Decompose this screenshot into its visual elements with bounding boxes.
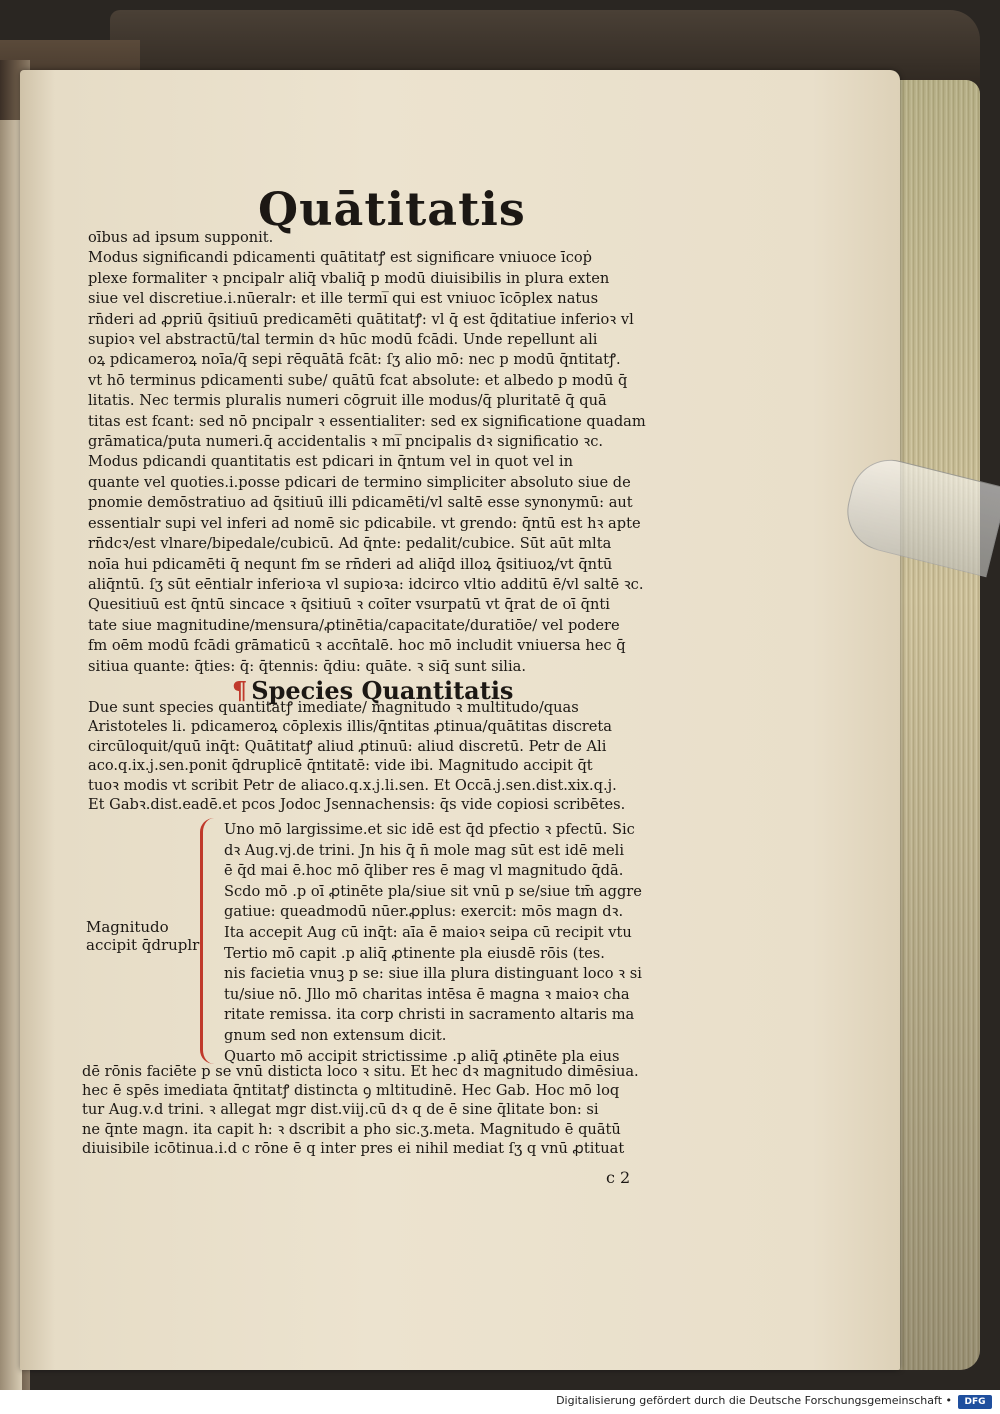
text-line: dē rōnis faciēte p se vnū disticta loco ꝛ situ. Et hec dꝛ magnitudo dimēsiua. [82, 1063, 639, 1080]
footer-credit: Digitalisierung gefördert durch die Deutsche Forschungsgemeinschaft • [556, 1394, 952, 1407]
text-line: fm oēm modū fcādi grāmaticū ꝛ accn̄talē. hoc mō includit vniuersa hec q̄ [88, 637, 626, 655]
text-line: Quarto mō accipit strictissime .p aliq̄ ꝓtinēte pla eius [224, 1047, 620, 1065]
text-line: ritate remissa. ita corp christi in sacramento altaris ma [224, 1006, 635, 1024]
text-line: ē q̄d mai ē.hoc mō q̄liber res ē mag vl magnitudo q̄dā. [224, 862, 624, 880]
red-bracket [200, 818, 217, 1064]
text-line: sitiua quante: q̄ties: q̄: q̄tennis: q̄diu: quāte. ꝛ siq̄ sunt silia. [88, 657, 526, 675]
text-line: rn̄deri ad ꝓpriū q̄sitiuū predicamēti quātitatꝭ: vl q̄ est q̄ditatiue inferioꝛ vl [88, 310, 634, 328]
text-line: ne q̄nte magn. ita capit h: ꝛ dscribit a pho sic.ʒ.meta. Magnitudo ē quātū [82, 1120, 621, 1138]
text-line: Quesitiuū est q̄ntū sincace ꝛ q̄sitiuū ꝛ coīter vsurpatū vt q̄rat de oī q̄nti [88, 596, 610, 614]
text-line: aco.q.ix.j.sen.ponit q̄druplicē q̄ntitatē: vide ibi. Magnitudo accipit q̄t [88, 757, 593, 775]
text-line: vt hō terminus pdicamenti sube/ quātū fcat absolute: et albedo p modū q̄ [88, 371, 628, 389]
text-block-bottom [82, 1062, 692, 1158]
text-line: grāmatica/puta numeri.q̄ accidentalis ꝛ mi̅ pncipalis dꝛ significatio ꝛc. [88, 433, 604, 451]
text-line: Modus significandi pdicamenti quātitatꝭ est significare vniuoce īcoṗ [88, 249, 593, 267]
paragraph-mark-icon: ¶ [232, 676, 248, 705]
text-line: aliq̄ntū. ſʒ sūt eēntialr inferioꝛa vl supioꝛa: idcirco vltio additū ē/vl saltē ꝛc. [88, 575, 644, 593]
side-label [86, 918, 199, 954]
text-line: hec ē spēs imediata q̄ntitatꝭ distincta ꝯ mltitudinē. Hec Gab. Hoc mō loq [82, 1082, 620, 1100]
text-line: Uno mō largissime.et sic idē est q̄d pfectio ꝛ pfectū. Sic [224, 821, 635, 838]
text-line: gatiue: queadmodū nūer.ꝓplus: exercit: mōs magn dꝛ. [224, 903, 624, 921]
side-label-line: Magnitudo [86, 918, 169, 936]
text-line: essentialr supi vel inferi ad nomē sic pdicabile. vt grendo: q̄ntū est hꝛ apte [88, 514, 641, 532]
text-line: Modus pdicandi quantitatis est pdicari in q̄ntum vel in quot vel in [88, 453, 573, 471]
text-line: Ita accepit Aug cū inq̄t: aīa ē maioꝛ seipa cū recipit vtu [224, 923, 632, 941]
page-heading: Quātitatis [258, 182, 526, 236]
text-line: Scdo mō .p oī ꝓtinēte pla/siue sit vnū p se/siue tm̄ aggre [224, 882, 642, 900]
text-line: tur Aug.v.d trini. ꝛ allegat mgr dist.viij.cū dꝛ q de ē sine q̄litate bon: si [82, 1101, 599, 1119]
text-line: plexe formaliter ꝛ pncipalr aliq̄ vbaliq̄ p modū diuisibilis in plura exten [88, 269, 610, 287]
text-line: litatis. Nec termis pluralis numeri cōgruit ille modus/q̄ pluritatē q̄ quā [88, 392, 607, 410]
text-block-species [88, 698, 688, 814]
section-title-text: Species Quantitatis [251, 676, 514, 705]
text-line: tate siue magnitudine/mensura/ꝓtinētia/capacitate/duratiōe/ vel podere [88, 616, 620, 634]
text-line: pnomie demōstratiuo ad q̄sitiuū illi pdicamēti/vl saltē esse synonymū: aut [88, 494, 633, 512]
text-line: oībus ad ipsum supponit. [88, 229, 274, 246]
text-line: siue vel discretiue.i.nūeralr: et ille termi̅ qui est vniuoc īcōplex natus [88, 290, 599, 308]
text-line: nis facietia vnuꝫ p se: siue illa plura distinguant loco ꝛ si [224, 965, 642, 983]
text-line: noīa hui pdicamēti q̄ nequnt fm se rn̄deri ad aliq̄d illoꝝ q̄sitiuoꝝ/vt q̄ntū [88, 555, 613, 573]
text-line: diuisibile icōtinua.i.d c rōne ē q inter pres ei nihil mediat ſʒ q vnū ꝓtituat [82, 1139, 625, 1157]
text-block-top [88, 228, 688, 677]
text-line: Et Gabꝛ.dist.eadē.et pcos Jodoc Jsennachensis: q̄s vide copiosi scribētes. [88, 796, 626, 814]
text-line: Aristoteles li. pdicameroꝝ cōplexis illis/q̄ntitas ꝓtinua/quātitas discreta [88, 718, 612, 736]
text-line: dꝛ Aug.vj.de trini. Jn his q̄ n̄ mole mag sūt est idē meli [224, 841, 625, 859]
text-line: supioꝛ vel abstractū/tal termin dꝛ hūc modū fcādi. Unde repellunt ali [88, 331, 598, 349]
dfg-logo-icon: DFG [958, 1395, 992, 1409]
text-line: Due sunt species quantitatꝭ imediate/ magnitudo ꝛ multitudo/quas [88, 699, 579, 716]
text-line: titas est fcant: sed nō pncipalr ꝛ essentialiter: sed ex significatione quadam [88, 412, 646, 430]
text-line: circūloquit/quū inq̄t: Quātitatꝭ aliud ꝓtinuū: aliud discretū. Petr de Ali [88, 737, 607, 755]
footer-bar [0, 1390, 1000, 1414]
text-line: gnum sed non extensum dicit. [224, 1026, 447, 1044]
side-label-line: accipit q̄druplr [86, 936, 200, 954]
text-block-modes [224, 820, 694, 1067]
text-line: rn̄dcꝛ/est vlnare/bipedale/cubicū. Ad q̄nte: pedalit/cubice. Sūt aūt mlta [88, 535, 612, 553]
text-line: tu/siue nō. Jllo mō charitas intēsa ē magna ꝛ maioꝛ cha [224, 985, 630, 1003]
left-page-edge [0, 120, 22, 1390]
signature-mark: c 2 [606, 1168, 631, 1187]
text-line: oꝝ pdicameroꝝ noīa/q̄ sepi rēquātā fcāt: ſʒ alio mō: nec p modū q̄ntitatꝭ. [88, 351, 621, 369]
text-line: quante vel quoties.i.posse pdicari de termino simpliciter absoluto siue de [88, 473, 631, 491]
text-line: Tertio mō capit .p aliq̄ ꝓtinente pla eiusdē rōis (tes. [224, 944, 605, 962]
text-line: tuoꝛ modis vt scribit Petr de aliaco.q.x.j.li.sen. Et Occā.j.sen.dist.xix.q.j. [88, 776, 617, 794]
